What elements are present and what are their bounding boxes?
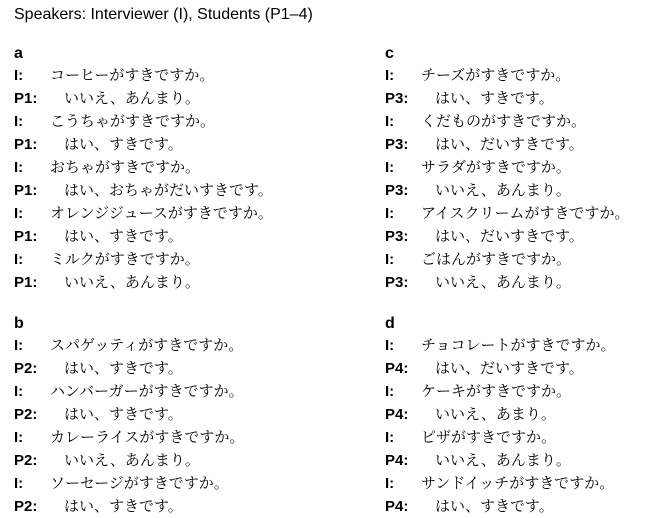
- speaker-label: P4:: [385, 452, 409, 469]
- interviewer-line: [14, 334, 314, 357]
- section-label: a: [14, 45, 23, 62]
- student-line: [385, 271, 661, 294]
- student-line: [14, 357, 314, 380]
- utterance-text: はい、すきです。: [64, 497, 183, 515]
- interviewer-line: [385, 380, 661, 403]
- interviewer-line: [385, 472, 661, 495]
- utterance-text: いいえ、あんまり。: [435, 273, 571, 291]
- interviewer-line: [14, 380, 314, 403]
- speaker-label: I:: [385, 205, 395, 222]
- speaker-label: P3:: [385, 136, 409, 153]
- student-line: [14, 87, 314, 110]
- utterance-text: ケーキがすきですか。: [421, 382, 572, 400]
- speaker-label: I:: [385, 429, 395, 446]
- speaker-label: I:: [385, 337, 395, 354]
- utterance-text: はい、おちゃがだいすきです。: [64, 181, 273, 199]
- utterance-text: はい、すきです。: [435, 89, 554, 107]
- utterance-text: サラダがすきですか。: [421, 158, 571, 176]
- utterance-text: おちゃがすきですか。: [50, 158, 201, 176]
- interviewer-line: [385, 202, 661, 225]
- utterance-text: サンドイッチがすきですか。: [421, 474, 615, 492]
- speaker-label: P1:: [14, 136, 38, 153]
- student-line: [14, 133, 314, 156]
- student-line: [385, 87, 661, 110]
- speaker-label: I:: [14, 251, 24, 268]
- speaker-label: P4:: [385, 498, 409, 515]
- utterance-text: はい、だいすきです。: [435, 359, 584, 377]
- speaker-label: I:: [14, 67, 24, 84]
- student-line: [385, 449, 661, 472]
- utterance-text: ミルクがすきですか。: [50, 250, 200, 268]
- student-line: [14, 225, 314, 248]
- student-line: [14, 271, 314, 294]
- interviewer-line: [385, 156, 661, 179]
- utterance-text: オレンジジュースがすきですか。: [50, 204, 273, 222]
- speaker-label: I:: [385, 159, 395, 176]
- student-line: [385, 225, 661, 248]
- utterance-text: はい、すきです。: [64, 135, 183, 153]
- speaker-label: I:: [385, 383, 395, 400]
- speaker-label: P2:: [14, 406, 38, 423]
- dialogue-section-a: [14, 44, 314, 294]
- utterance-text: いいえ、あんまり。: [64, 451, 200, 469]
- interviewer-line: [385, 334, 661, 357]
- student-line: [385, 495, 661, 518]
- section-label: d: [385, 315, 395, 332]
- utterance-text: いいえ、あまり。: [435, 405, 556, 423]
- section-label: b: [14, 315, 24, 332]
- speaker-label: I:: [385, 67, 395, 84]
- speaker-label: P3:: [385, 274, 409, 291]
- utterance-text: コーヒーがすきですか。: [50, 66, 215, 84]
- interviewer-line: [14, 426, 314, 449]
- utterance-text: はい、だいすきです。: [435, 135, 584, 153]
- utterance-text: ごはんがすきですか。: [421, 250, 572, 268]
- speaker-label: P4:: [385, 406, 409, 423]
- utterance-text: いいえ、あんまり。: [435, 181, 571, 199]
- dialogue-section-d: [385, 314, 661, 518]
- speaker-label: I:: [14, 475, 24, 492]
- utterance-text: チョコレートがすきですか。: [421, 336, 616, 354]
- student-line: [385, 133, 661, 156]
- interviewer-line: [385, 426, 661, 449]
- student-line: [14, 495, 314, 518]
- speaker-label: I:: [14, 205, 24, 222]
- speaker-label: P4:: [385, 360, 409, 377]
- speaker-label: I:: [14, 429, 24, 446]
- speaker-label: I:: [14, 159, 24, 176]
- speaker-label: I:: [385, 113, 395, 130]
- dialogue-section-c: [385, 44, 661, 294]
- utterance-text: くだものがすきですか。: [421, 112, 587, 130]
- student-line: [14, 403, 314, 426]
- interviewer-line: [14, 472, 314, 495]
- utterance-text: カレーライスがすきですか。: [50, 428, 245, 446]
- student-line: [385, 179, 661, 202]
- speaker-label: P1:: [14, 228, 38, 245]
- utterance-text: アイスクリームがすきですか。: [421, 204, 630, 222]
- speaker-label: P1:: [14, 274, 38, 291]
- utterance-text: はい、だいすきです。: [435, 227, 584, 245]
- interviewer-line: [14, 110, 314, 133]
- speaker-label: P1:: [14, 90, 38, 107]
- speaker-label: P3:: [385, 228, 409, 245]
- utterance-text: こうちゃがすきですか。: [50, 112, 216, 130]
- utterance-text: はい、すきです。: [64, 359, 183, 377]
- speaker-label: P2:: [14, 452, 38, 469]
- utterance-text: ピザがすきですか。: [421, 428, 557, 446]
- dialogue-section-b: [14, 314, 314, 518]
- interviewer-line: [14, 156, 314, 179]
- interviewer-line: [14, 202, 314, 225]
- utterance-text: チーズがすきですか。: [421, 66, 571, 84]
- student-line: [14, 449, 314, 472]
- interviewer-line: [14, 64, 314, 87]
- utterance-text: ソーセージがすきですか。: [50, 474, 229, 492]
- utterance-text: いいえ、あんまり。: [64, 273, 200, 291]
- utterance-text: いいえ、あんまり。: [64, 89, 200, 107]
- utterance-text: はい、すきです。: [64, 227, 183, 245]
- speaker-label: I:: [385, 475, 395, 492]
- student-line: [385, 357, 661, 380]
- speaker-label: P1:: [14, 182, 38, 199]
- speaker-label: P3:: [385, 90, 409, 107]
- utterance-text: はい、すきです。: [435, 497, 554, 515]
- page-title: Speakers: Interviewer (I), Students (P1–4): [14, 6, 313, 23]
- speaker-label: P2:: [14, 360, 38, 377]
- speaker-label: I:: [14, 113, 24, 130]
- utterance-text: はい、すきです。: [64, 405, 183, 423]
- speaker-label: I:: [14, 383, 24, 400]
- interviewer-line: [14, 248, 314, 271]
- utterance-text: いいえ、あんまり。: [435, 451, 571, 469]
- interviewer-line: [385, 110, 661, 133]
- utterance-text: スパゲッティがすきですか。: [50, 336, 244, 354]
- interviewer-line: [385, 64, 661, 87]
- speaker-label: P3:: [385, 182, 409, 199]
- speaker-label: P2:: [14, 498, 38, 515]
- speaker-label: I:: [14, 337, 24, 354]
- student-line: [14, 179, 314, 202]
- section-label: c: [385, 45, 394, 62]
- student-line: [385, 403, 661, 426]
- interviewer-line: [385, 248, 661, 271]
- utterance-text: ハンバーガーがすきですか。: [50, 382, 244, 400]
- speaker-label: I:: [385, 251, 395, 268]
